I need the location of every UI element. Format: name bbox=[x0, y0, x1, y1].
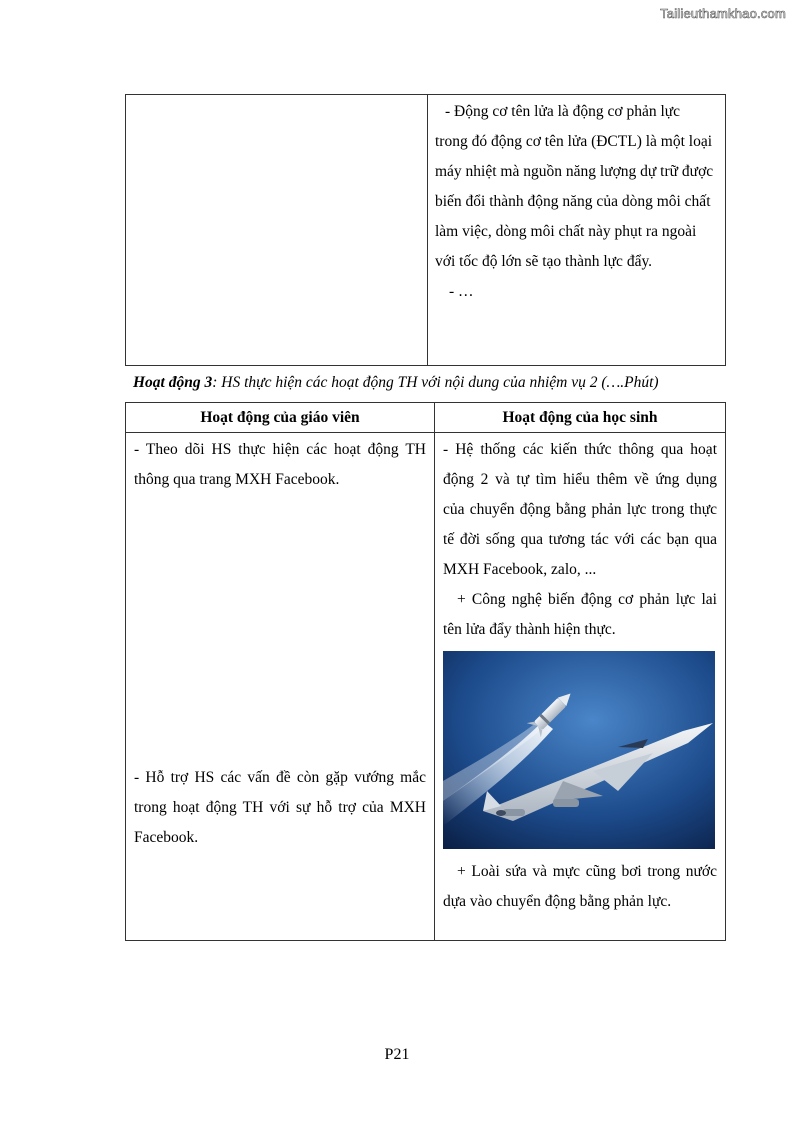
spacer bbox=[134, 495, 426, 763]
student-activities-cell bbox=[435, 433, 726, 941]
activity-3-heading bbox=[133, 374, 659, 392]
header-student-activities: Hoạt động của học sinh bbox=[435, 403, 726, 433]
teacher-activities-cell bbox=[126, 433, 435, 941]
teacher-item-support: - Hỗ trợ HS các vấn đề còn gặp vướng mắc trong hoạt động TH với sự hỗ trợ của MXH Facebook. bbox=[134, 769, 426, 846]
site-watermark: Tailieuthamkhao.com bbox=[660, 6, 786, 21]
rocket-spaceplane-image bbox=[443, 651, 715, 849]
student-column-cell bbox=[428, 95, 726, 366]
student-item-knowledge: - Hệ thống các kiến thức thông qua hoạt động 2 và tự tìm hiểu thêm về ứng dụng của chuyển động bằng phản lực trong thực tế đời sống qua tương tác với các bạn qua MXH Facebook, zalo, ... bbox=[443, 441, 717, 578]
student-item-hybrid-engine: + Công nghệ biến động cơ phản lực lai tên lửa đẩy thành hiện thực. bbox=[443, 591, 717, 638]
rocket-engine-paragraph: - Động cơ tên lửa là động cơ phản lực trong đó động cơ tên lửa (ĐCTL) là một loại máy nhiệt mà nguồn năng lượng dự trữ được biến đổi thành động năng của dòng môi chất làm việc, dòng môi chất này phụt ra ngoài với tốc độ lớn sẽ tạo thành lực đẩy. bbox=[435, 103, 714, 270]
ellipsis-line: - … bbox=[449, 283, 474, 300]
activity-3-description: : HS thực hiện các hoạt động TH với nội dung của nhiệm vụ 2 (….Phút) bbox=[212, 374, 659, 391]
activity-3-label: Hoạt động 3 bbox=[133, 374, 213, 391]
teacher-column-empty-cell bbox=[126, 95, 428, 366]
page-number: P21 bbox=[384, 1046, 410, 1063]
activity-table-continued bbox=[125, 94, 726, 366]
student-item-jellyfish-squid: + Loài sứa và mực cũng bơi trong nước dựa vào chuyển động bằng phản lực. bbox=[443, 863, 717, 910]
header-teacher-activities: Hoạt động của giáo viên bbox=[126, 403, 435, 433]
activity-3-table bbox=[125, 402, 726, 941]
teacher-item-monitor: - Theo dõi HS thực hiện các hoạt động TH thông qua trang MXH Facebook. bbox=[134, 441, 426, 488]
